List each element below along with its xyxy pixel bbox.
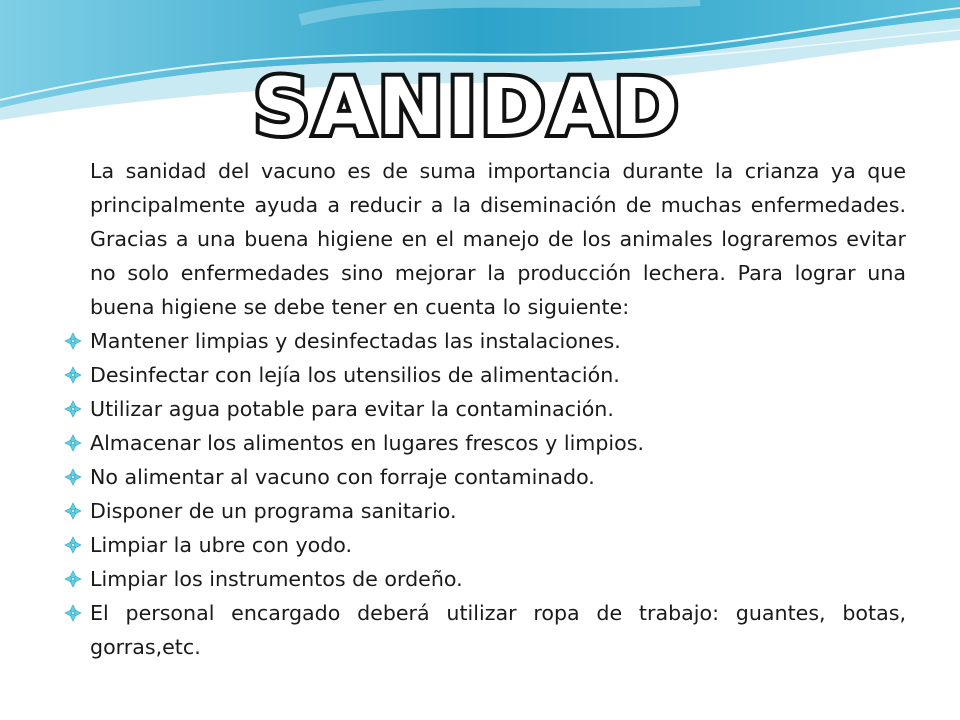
bullet-text: Limpiar la ubre con yodo.	[90, 533, 353, 557]
four-petal-diamond-icon	[64, 366, 82, 384]
bullet-text: Limpiar los instrumentos de ordeño.	[90, 567, 463, 591]
bullet-text: Disponer de un programa sanitario.	[90, 499, 457, 523]
four-petal-diamond-icon	[64, 570, 82, 588]
bullet-text: Almacenar los alimentos en lugares frescos y limpios.	[90, 431, 645, 455]
intro-paragraph: La sanidad del vacuno es de suma importancia durante la crianza ya que principalmente ayuda a reducir a la diseminación de muchas enfermedades. Gracias a una buena higiene en el manejo de los animales lograremos evitar no solo enfermedades sino mejorar la producción lechera. Para lograr una buena higiene se debe tener en cuenta lo siguiente:	[90, 159, 906, 319]
bullet-item	[62, 324, 906, 358]
bullet-item	[62, 494, 906, 528]
four-petal-diamond-icon	[64, 536, 82, 554]
bullet-item	[62, 562, 906, 596]
four-petal-diamond-icon	[64, 332, 82, 350]
bullet-item	[62, 596, 906, 664]
four-petal-diamond-icon	[64, 502, 82, 520]
bullet-text: El personal encargado deberá utilizar ropa de trabajo: guantes, botas, gorras,etc.	[90, 601, 906, 659]
bullet-item	[62, 460, 906, 494]
bullet-text: No alimentar al vacuno con forraje contaminado.	[90, 465, 595, 489]
bullet-item	[62, 358, 906, 392]
slide-title	[228, 52, 708, 152]
four-petal-diamond-icon	[64, 604, 82, 622]
four-petal-diamond-icon	[64, 400, 82, 418]
bullet-text: Utilizar agua potable para evitar la contaminación.	[90, 397, 614, 421]
bullet-item	[62, 426, 906, 460]
bullet-text: Mantener limpias y desinfectadas las instalaciones.	[90, 329, 621, 353]
bullet-list	[62, 324, 906, 664]
bullet-text: Desinfectar con lejía los utensilios de alimentación.	[90, 363, 620, 387]
bullet-item	[62, 528, 906, 562]
slide-body	[62, 154, 906, 664]
four-petal-diamond-icon	[64, 434, 82, 452]
bullet-item	[62, 392, 906, 426]
four-petal-diamond-icon	[64, 468, 82, 486]
slide-title-text: SANIDAD	[253, 63, 683, 152]
